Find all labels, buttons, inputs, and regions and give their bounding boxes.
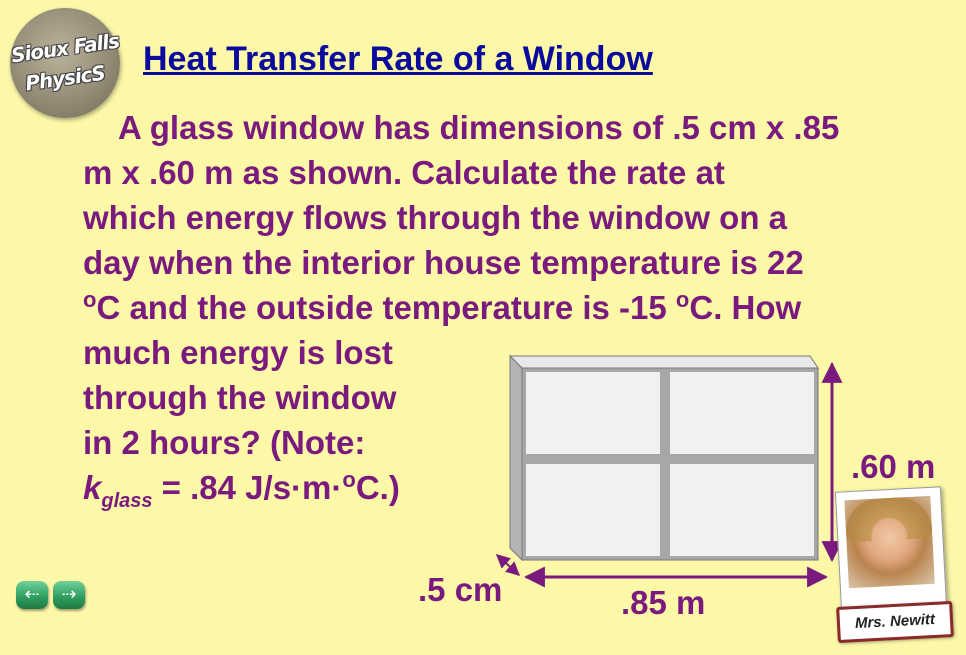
window-pane [670, 372, 814, 454]
problem-line-2: m x .60 m as shown. Calculate the rate at [83, 154, 725, 191]
degree-symbol: o [342, 467, 356, 492]
problem-line-3: which energy flows through the window on a [83, 199, 788, 236]
window-top-edge [510, 356, 818, 368]
problem-line-6: much energy is lost [83, 334, 393, 371]
problem-line-8: in 2 hours? (Note: [83, 424, 366, 461]
problem-line-5-end: C. How [689, 289, 802, 326]
slide-title: Heat Transfer Rate of a Window [143, 40, 653, 78]
problem-line-4: day when the interior house temperature is 22 [83, 244, 804, 281]
teacher-nameplate: Mrs. Newitt [836, 601, 954, 643]
window-side-edge [510, 356, 522, 560]
window-pane [526, 372, 660, 454]
width-label: .85 m [621, 584, 706, 621]
problem-line-7: through the window [83, 379, 397, 416]
degree-symbol: o [83, 287, 97, 312]
window-pane [526, 464, 660, 556]
k-subscript: glass [101, 490, 153, 512]
logo-line-1: Sioux Falls [9, 28, 121, 68]
arrow-left-icon: ⇠ [24, 584, 40, 605]
height-label: .60 m [851, 448, 936, 485]
arrow-right-icon: ⇢ [61, 584, 77, 605]
previous-slide-button[interactable] [16, 581, 48, 609]
thickness-label: .5 cm [418, 571, 503, 608]
teacher-photo [835, 486, 947, 613]
logo-line-2: PhysicS [23, 60, 107, 96]
k-value: = .84 J/s·m· [152, 469, 343, 506]
next-slide-button[interactable] [53, 581, 85, 609]
k-symbol: k [83, 469, 102, 506]
k-unit-end: C.) [355, 469, 400, 506]
window-pane [670, 464, 814, 556]
degree-symbol: o [675, 287, 690, 312]
problem-line-1: A glass window has dimensions of .5 cm x .85 [118, 109, 840, 146]
problem-line-5-text: C and the outside temperature is -15 [96, 289, 676, 326]
